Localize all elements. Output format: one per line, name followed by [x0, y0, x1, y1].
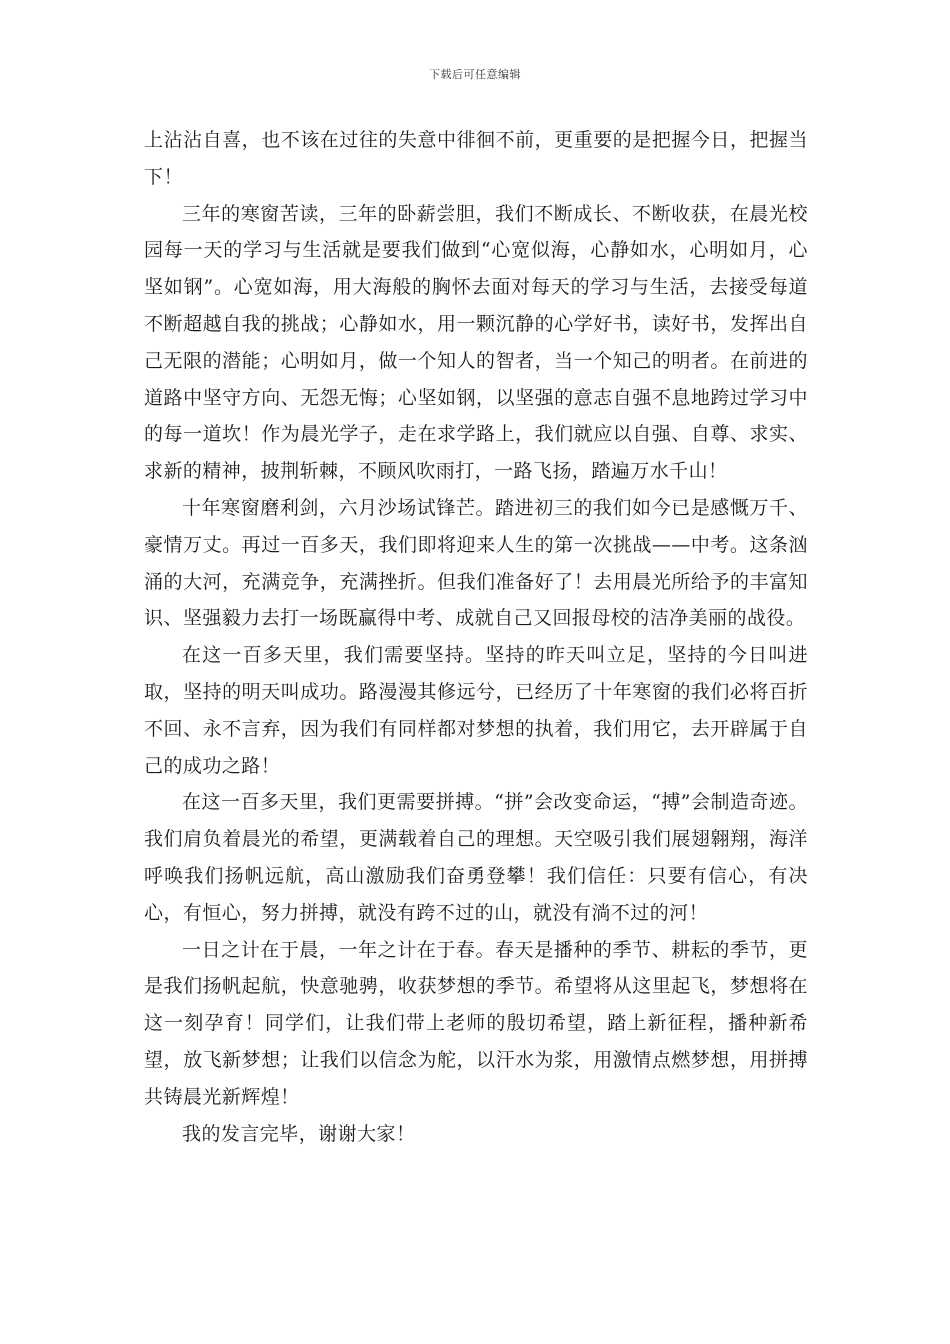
paragraph: 一日之计在于晨，一年之计在于春。春天是播种的季节、耕耘的季节，更是我们扬帆起航，快意驰骋，收获梦想的季节。希望将从这里起飞，梦想将在这一刻孕育！同学们，让我们带上老师的殷切希望，踏上新征程，播种新希望，放飞新梦想；让我们以信念为舵，以汗水为浆，用激情点燃梦想，用拼搏共铸晨光新辉煌！ [144, 938, 808, 1108]
document-body [144, 122, 808, 1152]
paragraph-closing: 我的发言完毕，谢谢大家！ [182, 1122, 416, 1145]
paragraph: 在这一百多天里，我们更需要拼搏。“拼”会改变命运，“搏”会制造奇迹。我们肩负着晨光的希望，更满载着自己的理想。天空吸引我们展翅翱翔，海洋呼唤我们扬帆远航，高山激励我们奋勇登攀！我们信任：只要有信心，有决心，有恒心，努力拼搏，就没有跨不过的山，就没有淌不过的河！ [144, 791, 808, 924]
page-header: 下载后可任意编辑 [429, 68, 521, 81]
paragraph: 在这一百多天里，我们需要坚持。坚持的昨天叫立足，坚持的今日叫进取，坚持的明天叫成功。路漫漫其修远兮，已经历了十年寒窗的我们必将百折不回、永不言弃，因为我们有同样都对梦想的执着，我们用它，去开辟属于自己的成功之路！ [144, 644, 808, 777]
paragraph: 三年的寒窗苦读，三年的卧薪尝胆，我们不断成长、不断收获，在晨光校园每一天的学习与生活就是要我们做到“心宽似海，心静如水，心明如月，心坚如钢”。心宽如海，用大海般的胸怀去面对每天的学习与生活，去接受每道不断超越自我的挑战；心静如水，用一颗沉静的心学好书，读好书，发挥出自己无限的潜能；心明如月，做一个知人的智者，当一个知己的明者。在前进的道路中坚守方向、无怨无悔；心坚如钢，以坚强的意志自强不息地跨过学习中的每一道坎！作为晨光学子，走在求学路上，我们就应以自强、自尊、求实、求新的精神，披荆斩棘，不顾风吹雨打，一路飞扬，踏遍万水千山！ [144, 202, 808, 483]
paragraph-continued: 上沾沾自喜，也不该在过往的失意中徘徊不前，更重要的是把握今日，把握当下！ [144, 129, 808, 188]
paragraph: 十年寒窗磨利剑，六月沙场试锋芒。踏进初三的我们如今已是感慨万千、豪情万丈。再过一百多天，我们即将迎来人生的第一次挑战——中考。这条汹涌的大河，充满竞争，充满挫折。但我们准备好了！去用晨光所给予的丰富知识、坚强毅力去打一场既赢得中考、成就自己又回报母校的洁净美丽的战役。 [144, 496, 808, 630]
